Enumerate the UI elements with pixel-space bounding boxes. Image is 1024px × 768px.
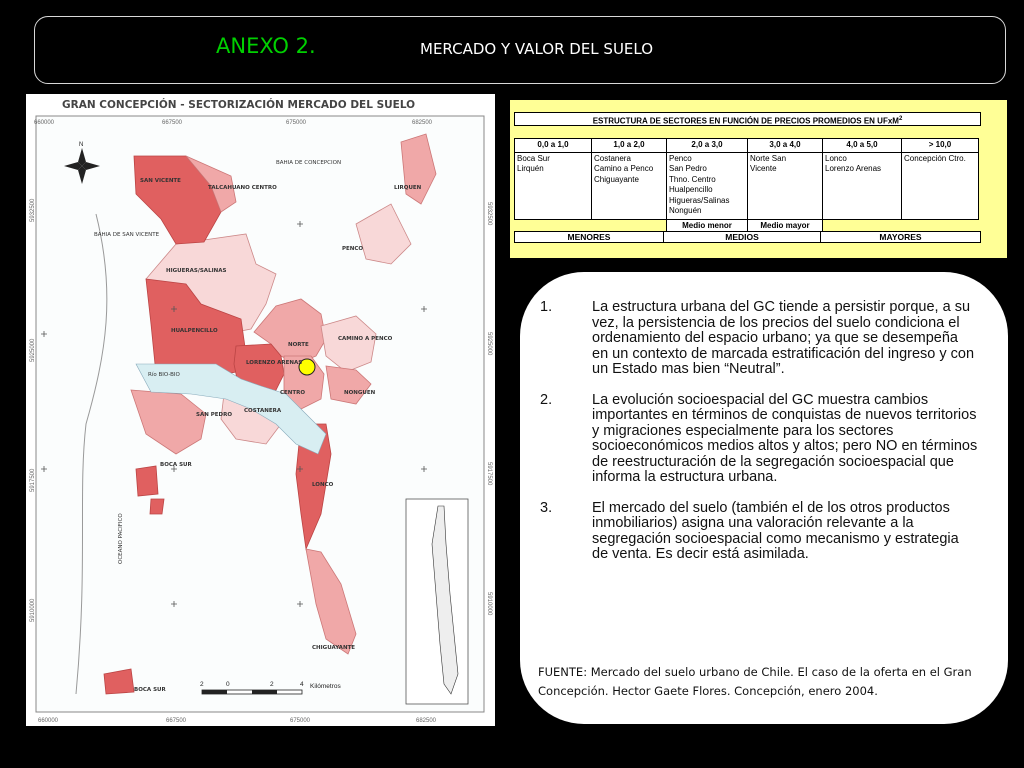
- table-heading: ESTRUCTURA DE SECTORES EN FUNCIÓN DE PRECIOS PROMEDIOS EN UFxM$^2$: [514, 112, 981, 126]
- label-higueras: HIGUERAS/SALINAS: [166, 268, 227, 274]
- label-bahia-san-vicente: BAHIA DE SAN VICENTE: [94, 232, 160, 238]
- range-header: > 10,0: [902, 139, 979, 153]
- label-lorenzo-arenas: LORENZO ARENAS: [246, 360, 303, 366]
- range-header: 4,0 a 5,0: [823, 139, 902, 153]
- label-talcahuano: TALCAHUANO CENTRO: [208, 185, 277, 191]
- group-row: [514, 231, 981, 243]
- sector-cell: Boca Sur Lirquén: [515, 152, 592, 219]
- slide-title: MERCADO Y VALOR DEL SUELO: [420, 40, 654, 58]
- scale-unit: Kilómetros: [310, 683, 341, 690]
- list-item: [540, 501, 978, 563]
- label-lonco: LONCO: [312, 482, 334, 488]
- label-bahia-concepcion: BAHIA DE CONCEPCION: [276, 160, 342, 166]
- item-number: 1.: [540, 299, 553, 315]
- conclusions-list: [540, 300, 978, 578]
- sector-cell: Costanera Camino a Penco Chiguayante: [592, 152, 667, 219]
- scale-tick-4: 4: [300, 681, 304, 688]
- coord-top-2: 667500: [162, 120, 183, 126]
- sector-cell: Concepción Ctro.: [902, 152, 979, 219]
- item-text: La evolución socioespacial del GC muestra cambios importantes en términos de conquistas de nuevos territorios y migraciones especialmente para los sectores socioeconómicos medios altos y altos; pero NO en términos de reestructuración de la segregación socioespacial que informa la estructura urbana.: [592, 391, 978, 485]
- label-hualpencillo: HUALPENCILLO: [171, 328, 218, 334]
- coord-top-3: 675000: [286, 120, 307, 126]
- label-rio-biobio: Río BIO-BIO: [148, 372, 180, 378]
- coord-bottom-1: 660000: [38, 718, 59, 724]
- label-penco: PENCO: [342, 246, 364, 252]
- conclusions-box: [520, 272, 1008, 724]
- label-camino-penco: CAMINO A PENCO: [338, 336, 393, 342]
- label-centro: CENTRO: [280, 390, 306, 396]
- scale-tick-2: 0: [226, 681, 230, 688]
- label-boca-sur-2: BOCA SUR: [134, 687, 166, 693]
- range-header: 1,0 a 2,0: [592, 139, 667, 153]
- sector-map: [26, 94, 495, 726]
- source-note: FUENTE: Mercado del suelo urbano de Chile. El caso de la oferta en el Gran Concepción. Hector Gaete Flores. Concepción, enero 2004.: [538, 665, 972, 698]
- coord-right-3: 5917500: [486, 462, 492, 486]
- coord-right-2: 5925000: [486, 332, 492, 356]
- price-structure-panel: [510, 100, 1007, 258]
- sector-cell: Norte San Vicente: [748, 152, 823, 219]
- coord-left-4: 5910000: [30, 598, 36, 622]
- item-number: 2.: [540, 391, 553, 408]
- chile-inset-map: [406, 499, 468, 704]
- scale-tick-3: 2: [270, 681, 274, 688]
- group-medios: MEDIOS: [664, 232, 821, 242]
- coord-bottom-4: 682500: [416, 718, 437, 724]
- list-item: [540, 393, 978, 486]
- coord-bottom-2: 667500: [166, 718, 187, 724]
- label-san-pedro: SAN PEDRO: [196, 412, 232, 418]
- coord-top-4: 682500: [412, 120, 433, 126]
- label-lirquen: LIRQUEN: [394, 185, 422, 191]
- coord-left-1: 5932500: [30, 198, 36, 222]
- coord-left-2: 5925000: [30, 338, 36, 362]
- group-menores: MENORES: [515, 232, 664, 242]
- coord-left-3: 5917500: [30, 468, 36, 492]
- sector-cell: Lonco Lorenzo Arenas: [823, 152, 902, 219]
- item-number: 3.: [540, 499, 553, 516]
- coord-right-1: 5932500: [486, 202, 492, 226]
- label-norte: NORTE: [288, 342, 309, 348]
- coord-top-1: 660000: [34, 120, 55, 126]
- coord-right-4: 5910000: [486, 592, 492, 616]
- label-boca-sur-1: BOCA SUR: [160, 462, 192, 468]
- annex-label: ANEXO 2.: [216, 34, 316, 58]
- label-nonguen: NONGUEN: [344, 390, 376, 396]
- price-range-table: [514, 138, 979, 236]
- label-san-vicente: SAN VICENTE: [140, 178, 181, 184]
- label-oceano: OCEANO PACIFICO: [118, 513, 124, 564]
- group-mayores: MAYORES: [879, 232, 922, 242]
- range-header: 3,0 a 4,0: [748, 139, 823, 153]
- range-header: 2,0 a 3,0: [667, 139, 748, 153]
- map-title: GRAN CONCEPCIÓN - SECTORIZACIÓN MERCADO DEL SUELO: [62, 99, 416, 111]
- scale-tick-1: 2: [200, 681, 204, 688]
- coord-bottom-3: 675000: [290, 718, 311, 724]
- range-header: 0,0 a 1,0: [515, 139, 592, 153]
- item-text: El mercado del suelo (también el de los otros productos inmobiliarios) asigna una valoración relevante a la segregación socioespacial como mecanismo y estrategia de venta. Es decir está asimilada.: [592, 499, 959, 562]
- item-text: La estructura urbana del GC tiende a persistir porque, a su vez, la persistencia de los precios del suelo condiciona el ordenamiento del espacio urbano; ya que se desempeña en un contexto de marcada estratificación del ingreso y con un Estado mas bien “Neutral”.: [592, 299, 975, 377]
- level-medio-mayor: Medio mayor: [748, 219, 823, 235]
- label-chiguayante: CHIGUAYANTE: [312, 645, 356, 651]
- label-costanera: COSTANERA: [244, 408, 282, 414]
- sector-cell: Penco San Pedro Thno. Centro Hualpencillo Higueras/Salinas Nonguén: [667, 152, 748, 219]
- svg-text:N: N: [79, 142, 84, 148]
- level-medio-menor: Medio menor: [667, 219, 748, 235]
- list-item: [540, 300, 978, 378]
